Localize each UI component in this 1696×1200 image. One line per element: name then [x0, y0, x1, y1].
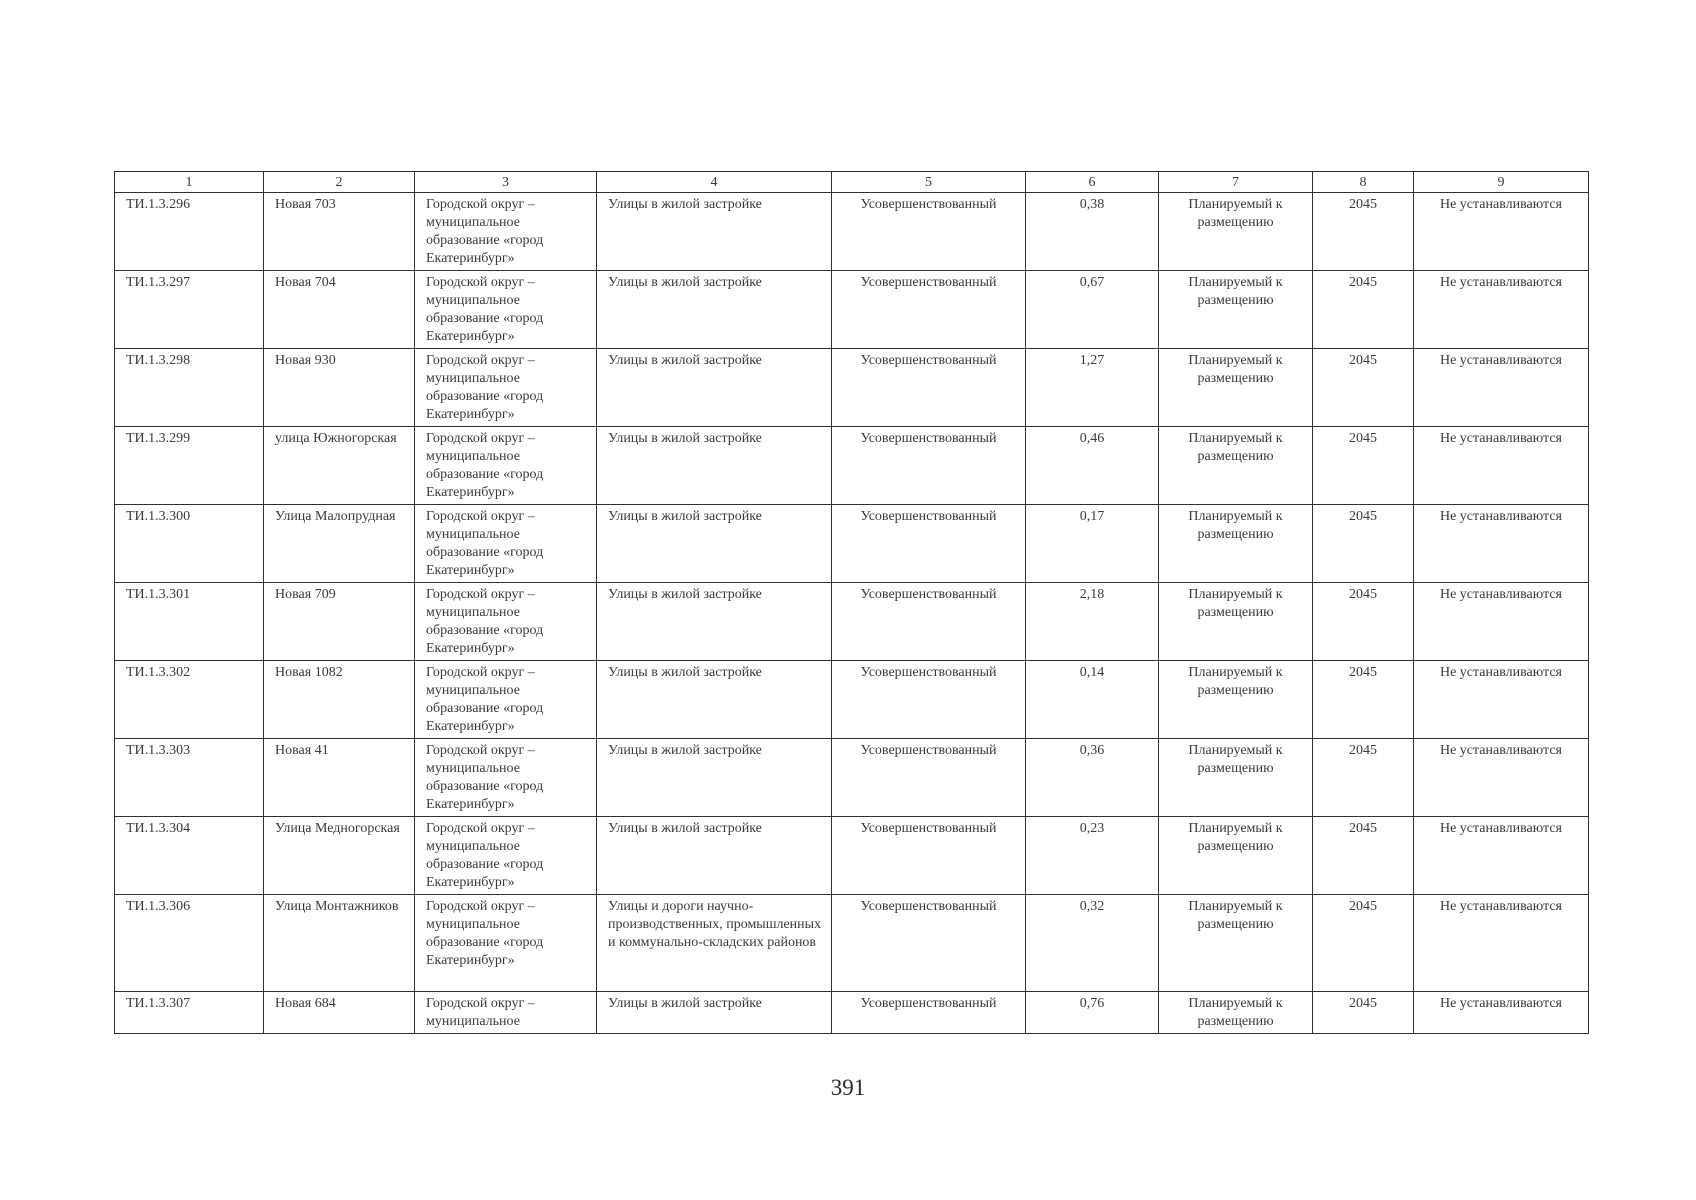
name-cell: Новая 703	[264, 193, 415, 271]
table-row	[115, 583, 1589, 661]
municipality-cell: Городской округ – муниципальное образование «город Екатеринбург»	[415, 583, 597, 661]
column-header: 1	[115, 172, 264, 193]
year-cell: 2045	[1313, 895, 1414, 992]
column-header: 2	[264, 172, 415, 193]
category-cell: Улицы в жилой застройке	[597, 271, 832, 349]
object-id-cell: ТИ.1.3.307	[115, 992, 264, 1034]
name-cell: Новая 41	[264, 739, 415, 817]
length-cell: 0,36	[1026, 739, 1159, 817]
status-cell: Планируемый к размещению	[1159, 739, 1313, 817]
year-cell: 2045	[1313, 661, 1414, 739]
surface-type-cell: Усовершенствованный	[832, 895, 1026, 992]
status-cell: Планируемый к размещению	[1159, 505, 1313, 583]
zones-cell: Не устанавливаются	[1414, 661, 1589, 739]
municipality-cell: Городской округ – муниципальное образование «город Екатеринбург»	[415, 193, 597, 271]
surface-type-cell: Усовершенствованный	[832, 739, 1026, 817]
year-cell: 2045	[1313, 271, 1414, 349]
object-id-cell: ТИ.1.3.298	[115, 349, 264, 427]
status-cell: Планируемый к размещению	[1159, 992, 1313, 1034]
name-cell: Улица Медногорская	[264, 817, 415, 895]
name-cell: Новая 1082	[264, 661, 415, 739]
column-header: 8	[1313, 172, 1414, 193]
table-row	[115, 349, 1589, 427]
surface-type-cell: Усовершенствованный	[832, 349, 1026, 427]
status-cell: Планируемый к размещению	[1159, 817, 1313, 895]
column-header: 6	[1026, 172, 1159, 193]
column-header: 4	[597, 172, 832, 193]
object-id-cell: ТИ.1.3.297	[115, 271, 264, 349]
column-header: 7	[1159, 172, 1313, 193]
municipality-cell: Городской округ – муниципальное образование «город Екатеринбург»	[415, 505, 597, 583]
column-number-row	[115, 172, 1589, 193]
municipality-cell: Городской округ – муниципальное образование «город Екатеринбург»	[415, 739, 597, 817]
page-number: 391	[830, 1075, 866, 1100]
zones-cell: Не устанавливаются	[1414, 271, 1589, 349]
status-cell: Планируемый к размещению	[1159, 193, 1313, 271]
year-cell: 2045	[1313, 193, 1414, 271]
zones-cell: Не устанавливаются	[1414, 193, 1589, 271]
surface-type-cell: Усовершенствованный	[832, 505, 1026, 583]
category-cell: Улицы в жилой застройке	[597, 739, 832, 817]
length-cell: 0,76	[1026, 992, 1159, 1034]
category-cell: Улицы в жилой застройке	[597, 193, 832, 271]
table-row	[115, 895, 1589, 992]
length-cell: 0,14	[1026, 661, 1159, 739]
municipality-cell: Городской округ – муниципальное образование «город Екатеринбург»	[415, 817, 597, 895]
name-cell: улица Южногорская	[264, 427, 415, 505]
category-cell: Улицы в жилой застройке	[597, 427, 832, 505]
object-id-cell: ТИ.1.3.300	[115, 505, 264, 583]
category-cell: Улицы в жилой застройке	[597, 505, 832, 583]
category-cell: Улицы в жилой застройке	[597, 992, 832, 1034]
table-row	[115, 817, 1589, 895]
category-cell: Улицы в жилой застройке	[597, 817, 832, 895]
length-cell: 0,23	[1026, 817, 1159, 895]
status-cell: Планируемый к размещению	[1159, 427, 1313, 505]
year-cell: 2045	[1313, 349, 1414, 427]
status-cell: Планируемый к размещению	[1159, 271, 1313, 349]
column-header: 9	[1414, 172, 1589, 193]
status-cell: Планируемый к размещению	[1159, 895, 1313, 992]
object-id-cell: ТИ.1.3.304	[115, 817, 264, 895]
name-cell: Улица Малопрудная	[264, 505, 415, 583]
municipality-cell: Городской округ – муниципальное образование «город Екатеринбург»	[415, 271, 597, 349]
name-cell: Новая 684	[264, 992, 415, 1034]
surface-type-cell: Усовершенствованный	[832, 583, 1026, 661]
surface-type-cell: Усовершенствованный	[832, 817, 1026, 895]
length-cell: 0,17	[1026, 505, 1159, 583]
table-row	[115, 992, 1589, 1034]
status-cell: Планируемый к размещению	[1159, 583, 1313, 661]
length-cell: 0,67	[1026, 271, 1159, 349]
object-id-cell: ТИ.1.3.301	[115, 583, 264, 661]
length-cell: 0,38	[1026, 193, 1159, 271]
year-cell: 2045	[1313, 739, 1414, 817]
zones-cell: Не устанавливаются	[1414, 349, 1589, 427]
year-cell: 2045	[1313, 992, 1414, 1034]
column-header: 3	[415, 172, 597, 193]
object-id-cell: ТИ.1.3.302	[115, 661, 264, 739]
table-row	[115, 505, 1589, 583]
column-header: 5	[832, 172, 1026, 193]
year-cell: 2045	[1313, 505, 1414, 583]
status-cell: Планируемый к размещению	[1159, 349, 1313, 427]
table-row	[115, 193, 1589, 271]
category-cell: Улицы в жилой застройке	[597, 349, 832, 427]
category-cell: Улицы и дороги научно-производственных, промышленных и коммунально-складских районов	[597, 895, 832, 992]
municipality-cell: Городской округ – муниципальное образование «город Екатеринбург»	[415, 895, 597, 992]
table-row	[115, 427, 1589, 505]
surface-type-cell: Усовершенствованный	[832, 427, 1026, 505]
length-cell: 0,32	[1026, 895, 1159, 992]
zones-cell: Не устанавливаются	[1414, 895, 1589, 992]
length-cell: 1,27	[1026, 349, 1159, 427]
year-cell: 2045	[1313, 583, 1414, 661]
length-cell: 2,18	[1026, 583, 1159, 661]
surface-type-cell: Усовершенствованный	[832, 992, 1026, 1034]
status-cell: Планируемый к размещению	[1159, 661, 1313, 739]
municipality-cell: Городской округ – муниципальное образование «город Екатеринбург»	[415, 427, 597, 505]
zones-cell: Не устанавливаются	[1414, 992, 1589, 1034]
category-cell: Улицы в жилой застройке	[597, 661, 832, 739]
zones-cell: Не устанавливаются	[1414, 817, 1589, 895]
table-row	[115, 661, 1589, 739]
surface-type-cell: Усовершенствованный	[832, 661, 1026, 739]
name-cell: Новая 709	[264, 583, 415, 661]
name-cell: Улица Монтажников	[264, 895, 415, 992]
surface-type-cell: Усовершенствованный	[832, 193, 1026, 271]
object-id-cell: ТИ.1.3.306	[115, 895, 264, 992]
municipality-cell: Городской округ – муниципальное образование «город Екатеринбург»	[415, 349, 597, 427]
municipality-cell: Городской округ – муниципальное образование «город Екатеринбург»	[415, 661, 597, 739]
object-id-cell: ТИ.1.3.299	[115, 427, 264, 505]
table-row	[115, 739, 1589, 817]
name-cell: Новая 930	[264, 349, 415, 427]
year-cell: 2045	[1313, 817, 1414, 895]
zones-cell: Не устанавливаются	[1414, 505, 1589, 583]
table-row	[115, 271, 1589, 349]
object-id-cell: ТИ.1.3.296	[115, 193, 264, 271]
zones-cell: Не устанавливаются	[1414, 583, 1589, 661]
zones-cell: Не устанавливаются	[1414, 427, 1589, 505]
roads-table	[114, 171, 1589, 1034]
zones-cell: Не устанавливаются	[1414, 739, 1589, 817]
surface-type-cell: Усовершенствованный	[832, 271, 1026, 349]
year-cell: 2045	[1313, 427, 1414, 505]
length-cell: 0,46	[1026, 427, 1159, 505]
object-id-cell: ТИ.1.3.303	[115, 739, 264, 817]
category-cell: Улицы в жилой застройке	[597, 583, 832, 661]
municipality-cell: Городской округ – муниципальное	[415, 992, 597, 1034]
name-cell: Новая 704	[264, 271, 415, 349]
